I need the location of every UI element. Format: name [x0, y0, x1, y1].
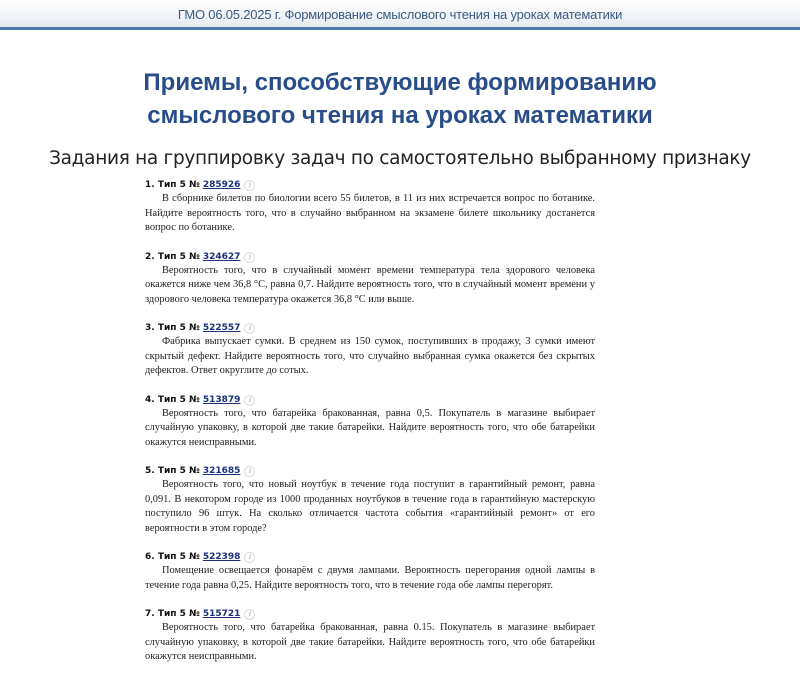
title-line-2: смыслового чтения на уроках математики: [147, 102, 653, 129]
task-text: Вероятность того, что в случайный момент времени температура тела здорового человека окажется ниже чем 36,8 °С, равна 0,7. Найдите вероятность того, что в случайный момент времени у здорового человека температура окажется 36,8 °С или выше.: [145, 264, 595, 305]
info-icon[interactable]: i: [244, 609, 255, 620]
slide-header: [0, 0, 800, 27]
task-text: Помещение освещается фонарём с двумя лампами. Вероятность перегорания одной лампы в течение года равна 0,25. Найдите вероятность того, что в течение года обе лампы перегорят.: [145, 565, 595, 591]
task-text: Вероятность того, что батарейка бракованная, равна 0.15. Покупатель в магазине выбирает случайную упаковку, в которой две такие батарейки. Найдите вероятность того, что обе батарейки окажутся неисправными.: [145, 622, 595, 662]
task-number-link[interactable]: 515721: [202, 609, 241, 619]
task-text: Вероятность того, что батарейка бракованная, равна 0,5. Покупатель в магазине выбирает случайную упаковку, в которой две такие батарейки. Найдите вероятность того, что обе батарейки окажутся неисправными.: [145, 407, 595, 448]
task-item: [145, 250, 595, 308]
info-icon[interactable]: i: [244, 395, 255, 406]
info-icon[interactable]: i: [244, 552, 255, 563]
task-item: [145, 178, 595, 236]
task-text: Фабрика выпускает сумки. В среднем из 150 сумок, поступивших в продажу, 3 сумки имеют скрытый дефект. Найдите вероятность того, что случайно выбранная сумка окажется без скрытых дефектов. Ответ округлите до сотых.: [145, 336, 595, 376]
info-icon[interactable]: i: [244, 323, 255, 334]
task-number-link[interactable]: 522398: [202, 552, 241, 562]
task-label: 4. Тип 5 №: [145, 394, 200, 405]
task-number-link[interactable]: 522557: [202, 323, 241, 333]
task-item: [145, 464, 595, 536]
info-icon[interactable]: i: [244, 466, 255, 477]
slide-subtitle: Задания на группировку задач по самостоятельно выбранному признаку: [49, 148, 751, 169]
header-divider: [0, 27, 800, 30]
info-icon[interactable]: i: [244, 180, 255, 191]
task-number-link[interactable]: 321685: [202, 466, 241, 476]
header-text: ГМО 06.05.2025 г. Формирование смыслового чтения на уроках математики: [177, 7, 623, 22]
task-label: 2. Тип 5 №: [145, 251, 200, 262]
task-number-link[interactable]: 513879: [202, 394, 241, 405]
task-label: 6. Тип 5 №: [145, 552, 200, 562]
task-item: [145, 607, 595, 665]
task-text: Вероятность того, что новый ноутбук в течение года поступит в гарантийный ремонт, равна 0,091. В некотором городе из 1000 проданных ноутбуков в течение года в гарантийную мастерскую поступило 96 штук. На сколько отличается частота события «гарантийный ремонт» от его вероятности в этом городе?: [145, 479, 595, 534]
task-label: 1. Тип 5 №: [145, 180, 200, 190]
task-label: 5. Тип 5 №: [145, 466, 200, 476]
task-text: В сборнике билетов по биологии всего 55 билетов, в 11 из них встречается вопрос по ботанике. Найдите вероятность того, что в случайно выбранном на экзамене билете школьнику достанется вопрос по ботанике.: [145, 193, 595, 233]
info-icon[interactable]: i: [244, 252, 255, 263]
task-item: [145, 321, 595, 379]
task-number-link[interactable]: 285926: [202, 180, 241, 190]
task-number-link[interactable]: 324627: [202, 251, 241, 262]
title-line-1: Приемы, способствующие формированию: [143, 69, 657, 96]
slide-title: [0, 66, 800, 132]
task-list: [145, 178, 595, 679]
task-item: [145, 550, 595, 593]
task-item: [145, 393, 595, 451]
task-label: 3. Тип 5 №: [145, 323, 200, 333]
task-label: 7. Тип 5 №: [145, 609, 200, 619]
